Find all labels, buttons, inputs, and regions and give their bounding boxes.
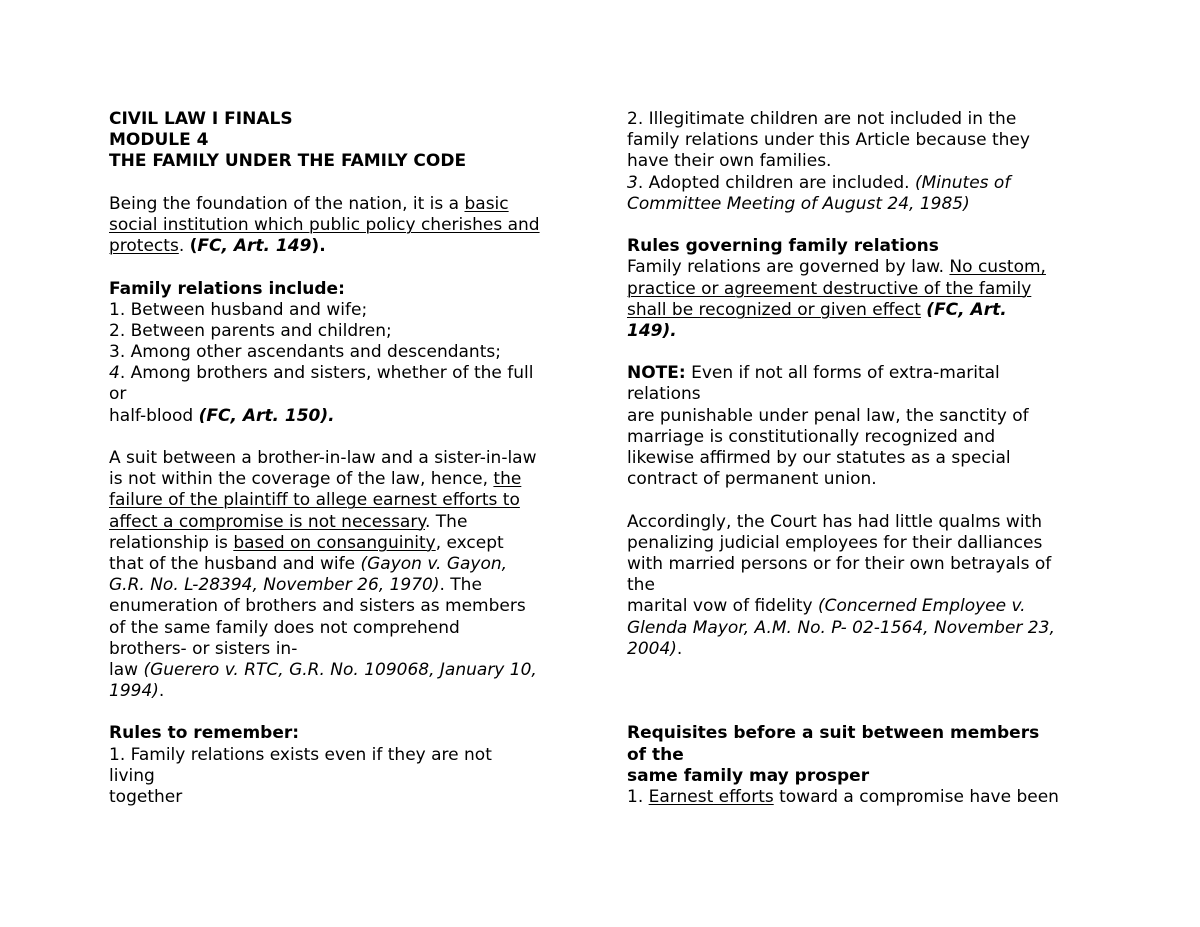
module-title: THE FAMILY UNDER THE FAMILY CODE (109, 151, 467, 172)
accordingly-paragraph: Accordingly, the Court has had little qualms with penalizing judicial employees for their dalliances with married persons or for their own betrayals of the marital vow of fidelity (Concerned Employee v. Glenda Mayor, A.M. No. P- 02-1564, November 23, 2004). (627, 512, 1107, 660)
governing-rules-section: Rules governing family relations Family relations are governed by law. No custom, practice or agreement destructive of the family shall be recognized or given effect (FC, Art. 149). (627, 236, 1107, 342)
citation: (FC, Art. 150). (198, 405, 335, 426)
citation: (Concerned Employee v. (818, 596, 1026, 617)
note-paragraph: NOTE: Even if not all forms of extra-marital relations are punishable under penal law, the sanctity of marriage is constitutionally recognized and likewise affirmed by our statutes as a special contract of permanent union. (627, 363, 1029, 490)
list-item: 2. Illegitimate children are not included in the (627, 109, 1017, 129)
section-heading: Requisites before a suit between members (627, 723, 1040, 744)
rules-to-remember-section: Rules to remember: 1. Family relations exists even if they are not living together (109, 723, 589, 808)
module-label: MODULE 4 (109, 130, 209, 151)
family-relations-section: Family relations include: 1. Between husband and wife; 2. Between parents and children; 3. Among other ascendants and descendants; 4. Among brothers and sisters, whether of the full or half-blood (FC, Art. 150). (109, 279, 589, 427)
requisites-section: Requisites before a suit between members of the same family may prosper 1. Earnest efforts toward a compromise have been (627, 723, 1107, 808)
list-item: 1. Earnest efforts toward a compromise have been (627, 787, 1059, 808)
section-heading: Family relations include: (109, 278, 345, 299)
citation: 149). (627, 320, 677, 341)
citation: 2004) (627, 638, 677, 659)
intro-paragraph: Being the foundation of the nation, it is a basic social institution which public policy cherishes and protects. (FC, Art. 149). (109, 193, 540, 257)
left-column (109, 109, 589, 808)
continued-list: 2. Illegitimate children are not included in the family relations under this Article because they have their own families. 3. Adopted children are included. (Minutes of Committee Meeting of August 24, 1985) (627, 109, 1107, 215)
citation: 1994) (109, 681, 159, 702)
suit-paragraph: A suit between a brother-in-law and a sister-in-law is not within the coverage of the law, hence, the failure of the plaintiff to allege earnest efforts to affect a compromise is not necessary. The relationship is based on consanguinity, except that of the husband and wife (Gayon v. Gayon, G.R. No. L-28394, November 26, 1970). The enumeration of brothers and sisters as members of the same family does not comprehend brothers- or sisters in- law (Guerero v. RTC, G.R. No. 109068, January 10, 1994). (109, 448, 537, 702)
citation: Committee Meeting of August 24, 1985) (627, 193, 970, 214)
section-heading: Rules to remember: (109, 723, 300, 744)
list-item: 1. Between husband and wife; (109, 299, 368, 320)
citation: (Guerero v. RTC, G.R. No. 109068, January 10, (143, 659, 537, 680)
citation: (Minutes of (914, 172, 1011, 193)
document-title: CIVIL LAW I FINALS (109, 109, 293, 129)
citation: (FC, Art. (926, 299, 1007, 320)
list-item: 1. Family relations exists even if they are not (109, 744, 492, 765)
list-item: 4. Among brothers and sisters, whether of the full (109, 363, 534, 384)
list-item: 2. Between parents and children; (109, 320, 392, 341)
right-column (627, 109, 1107, 808)
citation: Glenda Mayor, A.M. No. P- 02-1564, November 23, (627, 617, 1055, 638)
list-item: 3. Among other ascendants and descendants; (109, 342, 501, 363)
list-item: 3. Adopted children are included. (Minutes of (627, 172, 1011, 193)
citation: (Gayon v. Gayon, (360, 553, 508, 574)
section-heading: Rules governing family relations (627, 236, 939, 257)
citation: G.R. No. L-28394, November 26, 1970) (109, 575, 440, 596)
note-label: NOTE: (627, 363, 686, 384)
